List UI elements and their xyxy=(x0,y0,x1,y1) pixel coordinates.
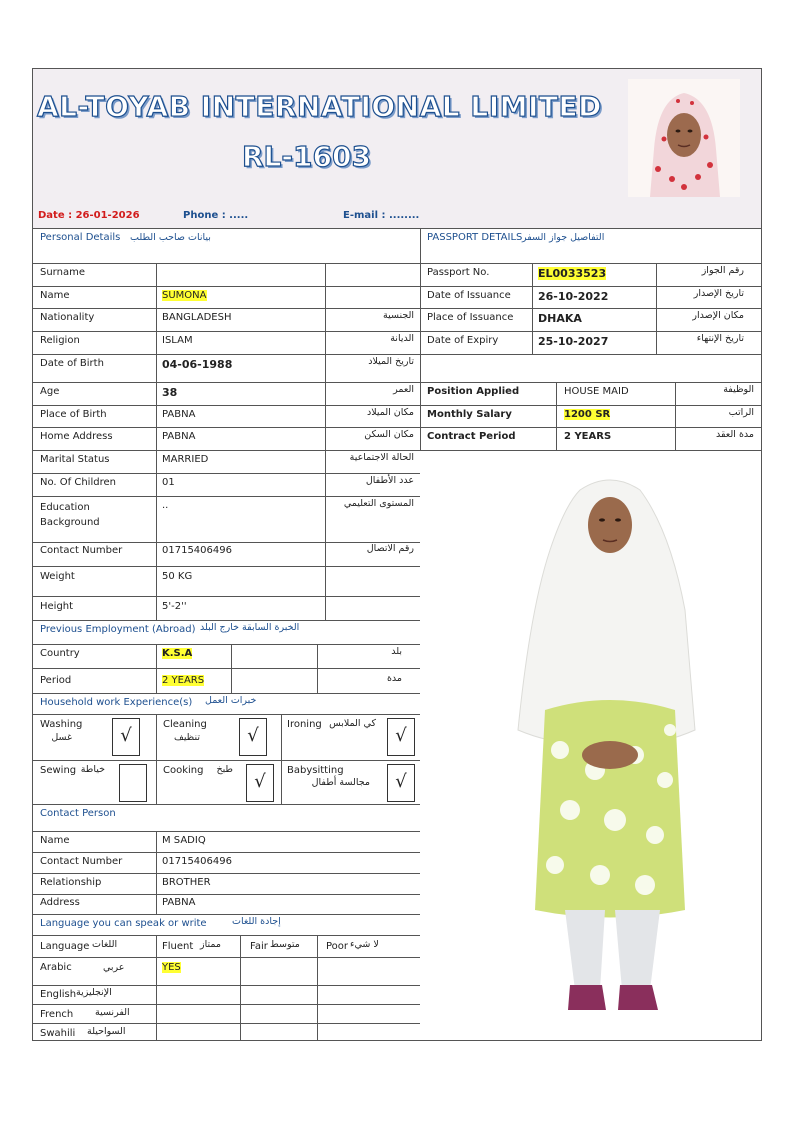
lang-head-language-ar: اللغات xyxy=(92,939,118,950)
contact-phone-value: 01715406496 xyxy=(162,856,232,867)
household-title: Household work Experience(s) xyxy=(40,697,193,708)
babysitting-ar: مجالسة أطفال xyxy=(311,777,370,788)
lang-swahili-label: Swahili xyxy=(40,1028,76,1039)
lang-head-fluent: Fluent xyxy=(162,941,194,952)
full-body-photo xyxy=(510,470,710,1040)
salary-value: 1200 SR xyxy=(564,409,611,420)
cleaning-label: Cleaning xyxy=(163,719,207,730)
expiry-ar: تاريخ الإنتهاء xyxy=(696,333,744,344)
height-label: Height xyxy=(40,601,74,612)
home-address-value: PABNA xyxy=(162,431,196,442)
children-value: 01 xyxy=(162,477,175,488)
washing-checkbox[interactable]: √ xyxy=(112,718,140,756)
contact-phone-label: Contact Number xyxy=(40,856,123,867)
nationality-value: BANGLADESH xyxy=(162,312,232,323)
age-ar: العمر xyxy=(393,384,414,395)
issuance-place-ar: مكان الإصدار xyxy=(692,310,744,321)
weight-value: 50 KG xyxy=(162,571,193,582)
cleaning-ar: تنظيف xyxy=(173,732,200,743)
home-address-ar: مكان السكن xyxy=(364,429,414,440)
lang-english-ar: الإنجليزية xyxy=(76,987,112,998)
position-label: Position Applied xyxy=(427,386,520,397)
sewing-label: Sewing xyxy=(40,765,77,776)
passport-no-value: EL0033523 xyxy=(538,267,607,280)
ironing-checkbox[interactable]: √ xyxy=(387,718,415,756)
reference-number: RL-1603 xyxy=(242,140,371,173)
employment-title: Previous Employment (Abroad) xyxy=(40,624,196,635)
issuance-date-ar: تاريخ الإصدار xyxy=(693,288,744,299)
lang-head-language: Language xyxy=(40,941,90,952)
height-value: 5'-2'' xyxy=(162,601,187,612)
contact-address-value: PABNA xyxy=(162,897,196,908)
children-label: No. Of Children xyxy=(40,477,116,488)
ironing-label: Ironing xyxy=(287,719,322,730)
contact-name-value: M SADIQ xyxy=(162,835,206,846)
employment-country-ar: بلد xyxy=(391,646,402,657)
marital-ar: الحالة الاجتماعية xyxy=(349,452,414,463)
weight-label: Weight xyxy=(40,571,75,582)
household-title-ar: خبرات العمل xyxy=(205,695,257,706)
personal-details-title-ar: بيانات صاحب الطلب xyxy=(130,232,211,243)
passport-no-label: Passport No. xyxy=(427,267,490,278)
lang-head-poor-ar: لا شيء xyxy=(350,939,379,950)
home-address-label: Home Address xyxy=(40,431,113,442)
religion-label: Religion xyxy=(40,335,80,346)
cooking-label: Cooking xyxy=(163,765,204,776)
contract-value: 2 YEARS xyxy=(564,431,612,442)
dob-value: 04-06-1988 xyxy=(162,358,233,371)
employment-period-ar: مدة xyxy=(386,673,402,684)
issuance-date-value: 26-10-2022 xyxy=(538,290,609,303)
employment-title-ar: الخبرة السابقة خارج البلد xyxy=(200,622,300,633)
nationality-label: Nationality xyxy=(40,312,95,323)
washing-label: Washing xyxy=(40,719,83,730)
language-title: Language you can speak or write xyxy=(40,918,207,929)
lang-arabic-fluent: YES xyxy=(162,962,181,973)
age-label: Age xyxy=(40,386,60,397)
religion-ar: الديانة xyxy=(390,333,414,344)
contract-label: Contract Period xyxy=(427,431,516,442)
lang-french-ar: الفرنسية xyxy=(95,1007,130,1018)
education-label: Education Background xyxy=(40,502,100,528)
lang-arabic-ar: عربي xyxy=(103,962,125,973)
passport-details-title-ar: التفاصيل جواز السفر xyxy=(522,232,605,243)
pob-value: PABNA xyxy=(162,409,196,420)
contact-address-label: Address xyxy=(40,897,80,908)
position-ar: الوظيفة xyxy=(723,384,754,395)
religion-value: ISLAM xyxy=(162,335,193,346)
employment-period-value: 2 YEARS xyxy=(162,675,205,686)
cooking-ar: طبخ xyxy=(216,764,233,775)
ironing-ar: كي الملابس xyxy=(329,718,376,729)
name-value: SUMONA xyxy=(162,290,207,301)
lang-head-fair: Fair xyxy=(250,941,268,952)
employment-country-label: Country xyxy=(40,648,80,659)
cooking-checkbox[interactable]: √ xyxy=(246,764,274,802)
contact-number-label: Contact Number xyxy=(40,545,123,556)
education-value: .. xyxy=(162,500,169,511)
email-field: E-mail : ........ xyxy=(343,210,420,221)
employment-period-label: Period xyxy=(40,675,72,686)
education-ar: المستوى التعليمي xyxy=(343,498,414,509)
contract-ar: مدة العقد xyxy=(716,429,754,440)
passport-details-title: PASSPORT DETAILS xyxy=(427,232,523,243)
children-ar: عدد الأطفال xyxy=(365,475,414,486)
age-value: 38 xyxy=(162,386,178,399)
contact-name-label: Name xyxy=(40,835,70,846)
passport-photo xyxy=(628,79,740,197)
salary-ar: الراتب xyxy=(728,407,754,418)
babysitting-label: Babysitting xyxy=(287,765,344,776)
salary-label: Monthly Salary xyxy=(427,409,512,420)
expiry-value: 25-10-2027 xyxy=(538,335,609,348)
lang-arabic-label: Arabic xyxy=(40,962,72,973)
lang-swahili-ar: السواحيلة xyxy=(87,1026,126,1037)
lang-head-fair-ar: متوسط xyxy=(270,939,300,950)
lang-english-label: English xyxy=(40,989,77,1000)
pob-ar: مكان الميلاد xyxy=(366,407,414,418)
issuance-place-value: DHAKA xyxy=(538,312,582,325)
dob-label: Date of Birth xyxy=(40,358,104,369)
washing-ar: غسل xyxy=(51,732,72,743)
personal-details-title: Personal Details xyxy=(40,232,121,243)
contact-number-ar: رقم الاتصال xyxy=(366,543,414,554)
sewing-checkbox[interactable] xyxy=(119,764,147,802)
lang-french-label: French xyxy=(40,1009,74,1020)
expiry-label: Date of Expiry xyxy=(427,335,499,346)
marital-value: MARRIED xyxy=(162,454,209,465)
language-title-ar: إجادة اللغات xyxy=(232,916,281,927)
lang-head-poor: Poor xyxy=(326,941,349,952)
lang-head-fluent-ar: ممتاز xyxy=(200,939,221,950)
employment-country-value: K.S.A xyxy=(162,648,193,659)
contact-number-value: 01715406496 xyxy=(162,545,232,556)
surname-label: Surname xyxy=(40,267,85,278)
issuance-place-label: Place of Issuance xyxy=(427,312,514,323)
marital-label: Marital Status xyxy=(40,454,110,465)
cleaning-checkbox[interactable]: √ xyxy=(239,718,267,756)
issuance-date-label: Date of Issuance xyxy=(427,290,511,301)
contact-person-title: Contact Person xyxy=(40,808,116,819)
babysitting-checkbox[interactable]: √ xyxy=(387,764,415,802)
contact-relationship-label: Relationship xyxy=(40,877,102,888)
nationality-ar: الجنسية xyxy=(383,310,414,321)
position-value: HOUSE MAID xyxy=(564,386,629,397)
company-title: AL-TOYAB INTERNATIONAL LIMITED xyxy=(37,90,602,123)
sewing-ar: خياطة xyxy=(80,764,105,775)
date-field: Date : 26-01-2026 xyxy=(38,210,140,221)
dob-ar: تاريخ الميلاد xyxy=(368,356,414,367)
contact-relationship-value: BROTHER xyxy=(162,877,211,888)
phone-field: Phone : ..... xyxy=(183,210,249,221)
passport-no-ar: رقم الجواز xyxy=(701,265,744,276)
pob-label: Place of Birth xyxy=(40,409,107,420)
name-label: Name xyxy=(40,290,70,301)
